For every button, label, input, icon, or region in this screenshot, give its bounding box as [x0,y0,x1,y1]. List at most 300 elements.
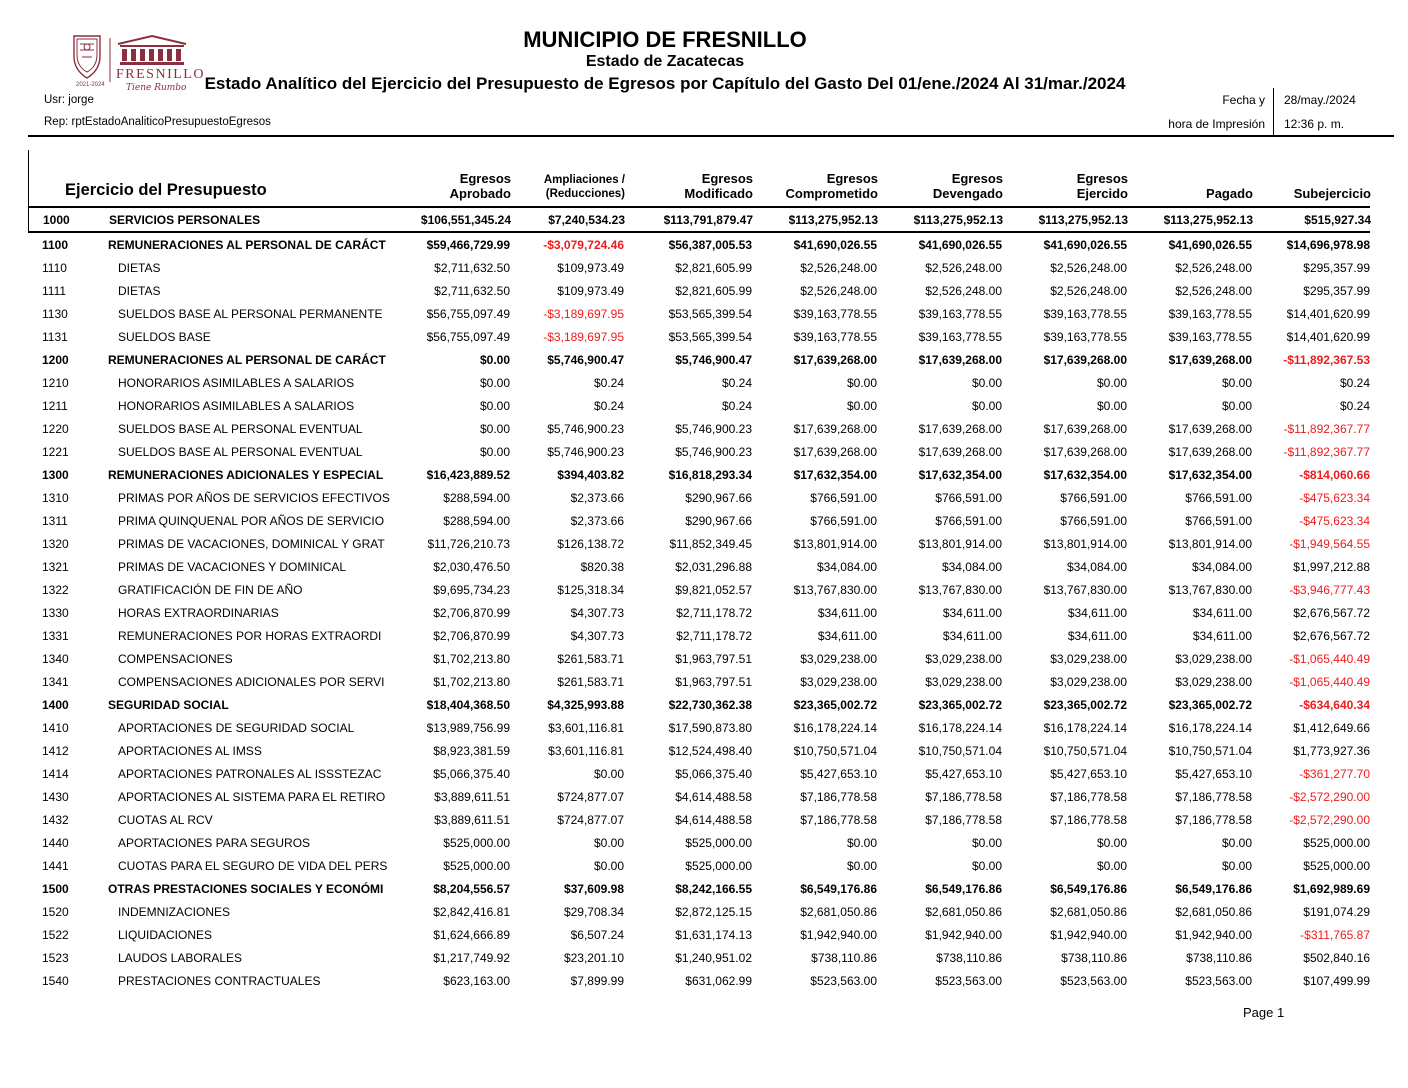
row-code: 1341 [42,674,69,689]
row-label: REMUNERACIONES POR HORAS EXTRAORDI [118,628,382,643]
row-label: COMPENSACIONES ADICIONALES POR SERVI [118,674,385,689]
row-value: $261,583.71 [557,674,624,689]
row-label: LAUDOS LABORALES [118,950,243,965]
row-value: $34,611.00 [1192,605,1252,620]
row-code: 1340 [42,651,69,666]
row-value: $766,591.00 [810,490,877,505]
row-value: $1,412,649.66 [1293,720,1370,735]
table-row [28,394,1370,417]
row-value: $39,163,778.55 [1168,329,1252,344]
row-value: $5,746,900.23 [547,421,624,436]
table-body [28,208,1370,992]
row-code: 1410 [42,720,69,735]
row-value: $16,178,224.14 [1168,720,1252,735]
row-value: $2,711,632.50 [434,283,510,298]
row-code: 1221 [42,444,69,459]
row-value: $16,818,293.34 [668,467,752,482]
row-value: $1,963,797.51 [675,674,752,689]
row-value: $2,681,050.86 [925,904,1002,919]
print-date-label: Fecha y [1222,93,1265,107]
row-value: $34,611.00 [1067,605,1127,620]
row-value: $5,066,375.40 [433,766,510,781]
row-value: $113,275,952.13 [913,212,1003,227]
row-value: $7,186,778.58 [1175,812,1252,827]
row-value: $0.00 [479,375,510,390]
table-row [28,900,1370,923]
row-value: $7,186,778.58 [1050,812,1127,827]
row-value: $16,178,224.14 [1043,720,1127,735]
row-code: 1520 [42,904,69,919]
print-time-value: 12:36 p. m. [1273,112,1394,136]
row-value: $5,066,375.40 [675,766,752,781]
row-value: $515,927.34 [1304,212,1371,227]
row-value: $4,614,488.58 [675,812,752,827]
row-value: $8,242,166.55 [675,881,752,896]
row-value: $3,029,238.00 [1175,674,1252,689]
title-block [0,28,1330,95]
row-label: REMUNERACIONES AL PERSONAL DE CARÁCT [108,352,386,367]
first-column-header: Ejercicio del Presupuesto [65,181,267,199]
row-value: $295,357.99 [1303,260,1370,275]
row-value: $5,427,653.10 [800,766,877,781]
table-row [28,371,1370,394]
row-code: 1111 [42,283,67,298]
row-code: 1440 [42,835,69,850]
row-code: 1300 [42,467,69,482]
row-value: $1,702,213.80 [433,651,510,666]
row-value: $16,178,224.14 [793,720,877,735]
row-value: $7,186,778.58 [1175,789,1252,804]
row-value: $295,357.99 [1303,283,1370,298]
table-row [28,348,1370,371]
row-value: $1,692,989.69 [1293,881,1370,896]
row-value: $17,639,268.00 [918,421,1002,436]
row-value: $766,591.00 [935,513,1002,528]
row-value: -$814,060.66 [1299,467,1370,482]
table-row [28,877,1370,900]
row-code: 1000 [43,212,70,227]
row-value: $2,711,178.72 [676,605,752,620]
row-value: $13,767,830.00 [1043,582,1127,597]
row-code: 1321 [42,559,69,574]
row-label: DIETAS [118,260,161,275]
row-value: $5,746,900.23 [675,421,752,436]
table-row [28,693,1370,716]
row-value: $17,639,268.00 [793,444,877,459]
print-datetime-block [1153,88,1394,136]
row-label: HONORARIOS ASIMILABLES A SALARIOS [118,398,355,413]
row-code: 1210 [42,375,69,390]
row-value: $41,690,026.55 [793,237,877,252]
row-value: -$475,623.34 [1299,513,1370,528]
row-value: $0.24 [593,375,624,390]
table-row [28,555,1370,578]
row-code: 1400 [42,697,69,712]
row-label: PRIMAS DE VACACIONES, DOMINICAL Y GRAT [118,536,385,551]
row-value: $0.00 [971,835,1002,850]
row-value: $525,000.00 [443,858,510,873]
row-label: REMUNERACIONES AL PERSONAL DE CARÁCT [108,237,386,252]
user-label: Usr: jorge [44,94,94,106]
row-value: $6,549,176.86 [1050,881,1127,896]
row-value: $738,110.86 [1061,950,1127,965]
row-value: $56,755,097.49 [426,329,510,344]
row-code: 1523 [42,950,69,965]
row-code: 1441 [42,858,69,873]
row-value: $0.00 [1221,835,1252,850]
row-value: $2,526,248.00 [1050,260,1127,275]
row-value: $0.00 [593,766,624,781]
row-value: $525,000.00 [1303,835,1370,850]
table-row [28,831,1370,854]
table-row [28,785,1370,808]
row-value: $766,591.00 [810,513,877,528]
row-value: $5,427,653.10 [925,766,1002,781]
table-row [28,463,1370,486]
row-value: $766,591.00 [1060,490,1127,505]
row-value: $0.00 [1221,398,1252,413]
print-date-value: 28/may./2024 [1273,88,1394,112]
report-header [0,0,1408,137]
state-name: Estado de Zacatecas [585,53,745,70]
row-code: 1522 [42,927,69,942]
row-value: $17,639,268.00 [793,421,877,436]
print-time-label: hora de Impresión [1168,117,1265,131]
row-value: $53,565,399.54 [668,329,752,344]
row-label: APORTACIONES PATRONALES AL ISSSTEZAC [118,766,382,781]
row-value: $4,307.73 [570,605,624,620]
row-value: $290,967.66 [685,490,752,505]
row-value: $523,563.00 [810,973,877,988]
row-value: $5,746,900.23 [547,444,624,459]
table-row [28,808,1370,831]
row-value: $3,029,238.00 [800,651,877,666]
budget-table [28,150,1370,992]
row-value: $766,591.00 [935,490,1002,505]
row-value: $10,750,571.04 [793,743,877,758]
row-value: $23,201.10 [563,950,624,965]
row-value: -$3,946,777.43 [1289,582,1370,597]
row-value: $107,499.99 [1303,973,1370,988]
table-row [28,624,1370,647]
row-label: PRESTACIONES CONTRACTUALES [118,973,321,988]
row-value: $34,084.00 [941,559,1002,574]
row-value: $1,702,213.80 [433,674,510,689]
row-code: 1430 [42,789,69,804]
row-value: $2,526,248.00 [800,283,877,298]
row-value: $0.24 [1339,398,1370,413]
row-value: $0.00 [846,375,877,390]
row-value: $125,318.34 [557,582,624,597]
row-value: $17,639,268.00 [1043,444,1127,459]
row-value: $17,590,873.80 [668,720,752,735]
row-value: $39,163,778.55 [1043,329,1127,344]
row-value: $113,275,952.13 [1038,212,1128,227]
row-value: $2,031,296.88 [675,559,752,574]
row-code: 1211 [42,398,68,413]
row-value: $525,000.00 [443,835,510,850]
column-header: Subejercicio [1293,186,1371,201]
row-value: $766,591.00 [1185,490,1252,505]
row-value: $39,163,778.55 [918,306,1002,321]
row-value: $1,217,749.92 [433,950,510,965]
report-title: Estado Analítico del Ejercicio del Presupuesto de Egresos por Capítulo del Gasto Del 01/ene./2024 Al 31/mar./2024 [204,74,1126,93]
row-value: $0.24 [1339,375,1370,390]
row-value: $4,614,488.58 [675,789,752,804]
row-value: $0.00 [593,858,624,873]
row-value: $2,842,416.81 [433,904,510,919]
row-value: -$2,572,290.00 [1289,789,1370,804]
row-value: $13,801,914.00 [918,536,1002,551]
row-value: $17,639,268.00 [793,352,877,367]
row-label: REMUNERACIONES ADICIONALES Y ESPECIAL [108,467,384,482]
row-value: $0.00 [1096,375,1127,390]
row-value: $0.00 [1096,398,1127,413]
row-value: $34,611.00 [817,605,877,620]
report-id-label: Rep: rptEstadoAnaliticoPresupuestoEgresos [44,116,271,128]
row-value: $113,791,879.47 [663,212,753,227]
row-value: -$11,892,367.77 [1283,444,1370,459]
row-value: $724,877.07 [557,789,624,804]
row-value: $17,639,268.00 [1168,444,1252,459]
row-code: 1130 [42,306,68,321]
table-row [28,208,1370,233]
table-row [28,440,1370,463]
row-value: $17,632,354.00 [1043,467,1127,482]
row-value: -$1,065,440.49 [1289,674,1370,689]
row-value: $3,889,611.51 [434,789,510,804]
row-value: $2,030,476.50 [433,559,510,574]
row-value: $6,507.24 [570,927,624,942]
row-value: $23,365,002.72 [918,697,1002,712]
row-value: $17,632,354.00 [1168,467,1252,482]
row-value: $525,000.00 [685,858,752,873]
row-value: $34,611.00 [817,628,877,643]
row-value: $2,821,605.99 [675,283,752,298]
row-value: $13,767,830.00 [918,582,1002,597]
row-value: $113,275,952.13 [1163,212,1253,227]
row-value: $17,632,354.00 [793,467,877,482]
row-value: $17,639,268.00 [1043,352,1127,367]
row-value: $2,711,632.50 [434,260,510,275]
row-code: 1100 [42,237,69,252]
row-value: -$3,189,697.95 [543,306,624,321]
row-label: CUOTAS AL RCV [118,812,213,827]
row-value: $2,872,125.15 [675,904,752,919]
row-value: $39,163,778.55 [1168,306,1252,321]
row-value: $6,549,176.86 [925,881,1002,896]
row-value: $0.00 [846,858,877,873]
table-header-row [28,150,1370,208]
row-label: INDEMNIZACIONES [118,904,231,919]
row-value: $3,029,238.00 [925,674,1002,689]
row-value: $766,591.00 [1185,513,1252,528]
table-row [28,854,1370,877]
row-value: $9,695,734.23 [433,582,510,597]
table-row [28,325,1370,348]
row-value: $191,074.29 [1303,904,1370,919]
row-value: -$2,572,290.00 [1289,812,1370,827]
row-value: $0.24 [721,375,752,390]
column-header: Ampliaciones / (Reducciones) [543,174,625,200]
row-value: $13,801,914.00 [793,536,877,551]
row-value: $17,632,354.00 [918,467,1002,482]
row-value: $5,746,900.47 [547,352,624,367]
row-value: $109,973.49 [557,260,624,275]
row-value: $0.00 [1096,835,1127,850]
row-value: $16,178,224.14 [918,720,1002,735]
municipality-name: MUNICIPIO DE FRESNILLO [523,27,807,52]
row-code: 1320 [42,536,69,551]
row-value: $23,365,002.72 [793,697,877,712]
row-value: $34,611.00 [1192,628,1252,643]
table-row [28,923,1370,946]
row-value: -$3,079,724.46 [543,237,624,252]
row-value: $39,163,778.55 [793,306,877,321]
table-row [28,486,1370,509]
row-value: $8,923,381.59 [433,743,510,758]
row-value: $16,423,889.52 [426,467,510,482]
row-value: $22,730,362.38 [668,697,752,712]
row-value: $766,591.00 [1060,513,1127,528]
column-header: Egresos Devengado [932,171,1003,201]
row-value: $126,138.72 [557,536,624,551]
row-label: APORTACIONES DE SEGURIDAD SOCIAL [118,720,355,735]
row-code: 1331 [42,628,69,643]
row-value: $3,029,238.00 [925,651,1002,666]
column-header: Egresos Comprometido [785,171,878,201]
row-value: $56,755,097.49 [426,306,510,321]
row-value: $17,639,268.00 [1043,421,1127,436]
table-row [28,647,1370,670]
row-label: LIQUIDACIONES [118,927,213,942]
row-value: $29,708.34 [563,904,624,919]
table-row [28,578,1370,601]
row-value: $738,110.86 [936,950,1002,965]
row-value: $39,163,778.55 [1043,306,1127,321]
row-value: $1,942,940.00 [1175,927,1252,942]
row-value: $2,706,870.99 [433,605,510,620]
row-value: $53,565,399.54 [668,306,752,321]
row-code: 1310 [42,490,69,505]
row-label: SEGURIDAD SOCIAL [108,697,229,712]
row-value: $1,942,940.00 [800,927,877,942]
row-value: $738,110.86 [1186,950,1252,965]
row-value: $2,526,248.00 [800,260,877,275]
row-value: $0.00 [479,398,510,413]
row-label: APORTACIONES AL SISTEMA PARA EL RETIRO [118,789,386,804]
row-value: $0.24 [593,398,624,413]
row-value: $288,594.00 [443,513,510,528]
row-value: $1,942,940.00 [925,927,1002,942]
row-value: $631,062.99 [685,973,752,988]
row-value: $41,690,026.55 [918,237,1002,252]
row-code: 1220 [42,421,69,436]
table-row [28,279,1370,302]
row-value: $1,942,940.00 [1050,927,1127,942]
row-value: $23,365,002.72 [1168,697,1252,712]
row-value: $7,186,778.58 [1050,789,1127,804]
row-value: $2,526,248.00 [1050,283,1127,298]
row-value: $0.24 [721,398,752,413]
row-value: $2,711,178.72 [676,628,752,643]
row-value: $17,639,268.00 [918,352,1002,367]
row-value: -$311,765.87 [1300,927,1370,942]
table-row [28,256,1370,279]
row-value: $34,611.00 [1067,628,1127,643]
row-label: GRATIFICACIÓN DE FIN DE AÑO [118,582,303,597]
table-row [28,762,1370,785]
row-value: $3,029,238.00 [1175,651,1252,666]
row-value: $113,275,952.13 [788,212,878,227]
table-row [28,532,1370,555]
row-label: DIETAS [118,283,161,298]
row-value: $394,403.82 [557,467,624,482]
row-value: $5,746,900.23 [675,444,752,459]
row-value: $5,427,653.10 [1175,766,1252,781]
row-value: $41,690,026.55 [1043,237,1127,252]
row-label: SUELDOS BASE [118,329,211,344]
row-label: CUOTAS PARA EL SEGURO DE VIDA DEL PERS [118,858,388,873]
row-label: APORTACIONES AL IMSS [118,743,262,758]
row-value: $738,110.86 [811,950,877,965]
row-value: $6,549,176.86 [800,881,877,896]
row-value: $2,681,050.86 [1175,904,1252,919]
row-value: $37,609.98 [563,881,624,896]
row-value: $2,706,870.99 [433,628,510,643]
row-label: SUELDOS BASE AL PERSONAL PERMANENTE [118,306,383,321]
row-value: $9,821,052.57 [675,582,752,597]
row-label: OTRAS PRESTACIONES SOCIALES Y ECONÓMI [108,881,384,896]
row-value: $0.00 [971,398,1002,413]
row-value: $109,973.49 [557,283,624,298]
row-value: $7,186,778.58 [925,812,1002,827]
row-value: $0.00 [479,444,510,459]
row-value: $11,726,210.73 [427,536,510,551]
row-label: COMPENSACIONES [118,651,233,666]
row-value: -$1,949,564.55 [1289,536,1370,551]
row-value: $4,307.73 [570,628,624,643]
row-value: $525,000.00 [685,835,752,850]
row-value: $13,767,830.00 [1168,582,1252,597]
table-row [28,969,1370,992]
row-value: $3,029,238.00 [1050,651,1127,666]
row-value: $39,163,778.55 [918,329,1002,344]
row-value: $0.00 [479,352,510,367]
row-value: $0.00 [971,858,1002,873]
row-value: $13,801,914.00 [1043,536,1127,551]
row-value: $820.38 [580,559,624,574]
row-code: 1432 [42,812,69,827]
row-value: $2,526,248.00 [1175,260,1252,275]
row-label: SUELDOS BASE AL PERSONAL EVENTUAL [118,444,363,459]
row-value: $2,676,567.72 [1293,605,1370,620]
row-value: $0.00 [971,375,1002,390]
row-value: $523,563.00 [1060,973,1127,988]
row-value: $7,186,778.58 [800,789,877,804]
table-row [28,417,1370,440]
row-value: $0.00 [479,421,510,436]
row-value: $2,526,248.00 [925,283,1002,298]
logo-period: 2021-2024 [76,82,105,88]
row-value: -$11,892,367.53 [1283,352,1370,367]
row-value: $0.00 [593,835,624,850]
row-value: $13,767,830.00 [793,582,877,597]
row-code: 1110 [42,260,67,275]
row-value: $11,852,349.45 [669,536,752,551]
row-code: 1131 [42,329,68,344]
row-value: $261,583.71 [557,651,624,666]
